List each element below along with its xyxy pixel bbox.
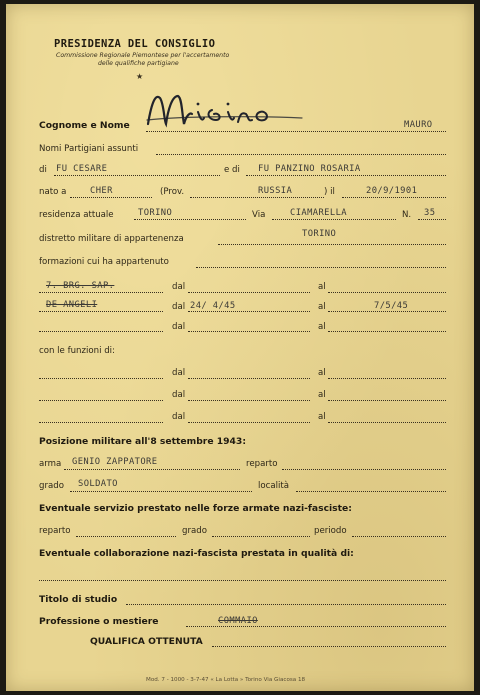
label-funzioni: con le funzioni di: xyxy=(39,346,115,356)
formation1-value: 7. BRG. SAP. xyxy=(46,281,115,291)
surname-handwriting xyxy=(142,90,342,130)
field-line-father xyxy=(54,175,220,176)
label-grado: grado xyxy=(39,481,64,491)
header-subtitle-line2: delle qualifiche partigiane xyxy=(98,60,179,67)
field-line-formation2 xyxy=(39,311,163,312)
birth-date-value: 20/9/1901 xyxy=(366,186,418,196)
label-servizio: Eventuale servizio prestato nelle forze armate nazi-fasciste: xyxy=(39,503,352,514)
label-al-row3: al xyxy=(318,322,326,332)
field-line-province xyxy=(190,197,324,198)
field-line-formation1 xyxy=(39,292,163,293)
label-residenza: residenza attuale xyxy=(39,210,114,220)
label-nomi-partigiani: Nomi Partigiani assunti xyxy=(39,144,139,154)
field-line-servizio-reparto xyxy=(76,536,176,537)
label-n: N. xyxy=(402,210,412,220)
label-formazioni: formazioni cui ha appartenuto xyxy=(39,257,169,267)
label-reparto: reparto xyxy=(246,459,278,469)
field-line-f2-dal xyxy=(188,400,310,401)
field-line-f1-al xyxy=(328,378,446,379)
field-line-funzione1 xyxy=(39,378,163,379)
field-line-al3 xyxy=(328,331,446,332)
profession-value: COMMAIO xyxy=(218,616,258,626)
mother-value: FU PANZINO ROSARIA xyxy=(258,164,361,174)
field-line-f2-al xyxy=(328,400,446,401)
label-distretto: distretto militare di appartenenza xyxy=(39,234,184,244)
label-prov: (Prov. xyxy=(160,187,185,197)
father-value: FU CESARE xyxy=(56,164,108,174)
field-line-dal1 xyxy=(188,292,310,293)
field-line-localita xyxy=(296,491,446,492)
province-value: RUSSIA xyxy=(258,186,293,196)
field-line-f3-al xyxy=(328,422,446,423)
label-dal-row3: dal xyxy=(172,322,186,332)
field-line-dal3 xyxy=(188,331,310,332)
label-posizione-militare: Posizione militare all'8 settembre 1943: xyxy=(39,436,246,447)
first-name-value: MAURO xyxy=(404,120,433,130)
field-line-formation3 xyxy=(39,331,163,332)
label-qualifica: QUALIFICA OTTENUTA xyxy=(90,636,203,647)
field-line-al2 xyxy=(328,311,446,312)
street-number-value: 35 xyxy=(424,208,436,218)
label-al-row2: al xyxy=(318,302,326,312)
label-il: ) il xyxy=(324,187,335,197)
label-arma: arma xyxy=(39,459,62,469)
field-line-dal2 xyxy=(188,311,310,312)
label-al-row1: al xyxy=(318,282,326,292)
field-line-nomi xyxy=(156,154,446,155)
field-line-cognome xyxy=(146,131,446,132)
header-subtitle-line1: Commissione Regionale Piemontese per l'accertamento xyxy=(56,52,230,59)
label-via: Via xyxy=(252,210,266,220)
field-line-professione xyxy=(186,626,446,627)
field-line-qualifica xyxy=(212,646,446,647)
field-line-f3-dal xyxy=(188,422,310,423)
field-line-number xyxy=(418,219,446,220)
field-line-reparto xyxy=(282,469,446,470)
arma-value: GENIO ZAPPATORE xyxy=(72,457,158,467)
field-line-collaborazione xyxy=(39,580,446,581)
field-line-district xyxy=(218,244,446,245)
field-line-servizio-grado xyxy=(212,536,310,537)
birthplace-value: CHER xyxy=(90,186,113,196)
header-title: PRESIDENZA DEL CONSIGLIO xyxy=(54,38,216,50)
label-dal-f2: dal xyxy=(172,390,186,400)
field-line-formazioni xyxy=(196,267,446,268)
street-value: CIAMARELLA xyxy=(290,208,347,218)
field-line-arma xyxy=(64,469,240,470)
field-line-mother xyxy=(246,175,446,176)
label-e-di: e di xyxy=(224,165,240,175)
label-localita: località xyxy=(258,481,290,491)
label-dal-row1: dal xyxy=(172,282,186,292)
grado-value: SOLDATO xyxy=(78,479,118,489)
label-titolo-studio: Titolo di studio xyxy=(39,594,118,605)
label-periodo: periodo xyxy=(314,526,347,536)
star-icon: ★ xyxy=(136,72,144,81)
label-professione: Professione o mestiere xyxy=(39,616,159,627)
field-line-funzione3 xyxy=(39,422,163,423)
residence-value: TORINO xyxy=(138,208,173,218)
label-al-f3: al xyxy=(318,412,326,422)
label-reparto-servizio: reparto xyxy=(39,526,71,536)
label-collaborazione: Eventuale collaborazione nazi-fascista prestata in qualità di: xyxy=(39,548,354,559)
label-al-f1: al xyxy=(318,368,326,378)
label-nato-a: nato a xyxy=(39,187,67,197)
field-line-al1 xyxy=(328,292,446,293)
label-cognome-nome: Cognome e Nome xyxy=(39,120,130,131)
district-value: TORINO xyxy=(302,229,337,239)
document-page xyxy=(6,4,474,691)
label-grado-servizio: grado xyxy=(182,526,207,536)
field-line-periodo xyxy=(352,536,446,537)
field-line-f1-dal xyxy=(188,378,310,379)
field-line-birth-date xyxy=(342,197,446,198)
field-line-funzione2 xyxy=(39,400,163,401)
field-line-birthplace xyxy=(70,197,152,198)
field-line-grado xyxy=(70,491,252,492)
formation2-value: DE ANGELI xyxy=(46,300,98,310)
field-line-residence xyxy=(134,219,246,220)
label-di: di xyxy=(39,165,47,175)
field-line-titolo xyxy=(126,604,446,605)
label-dal-f1: dal xyxy=(172,368,186,378)
formation2-dal-value: 24/ 4/45 xyxy=(190,301,236,311)
label-dal-row2: dal xyxy=(172,302,186,312)
field-line-street xyxy=(272,219,396,220)
formation2-al-value: 7/5/45 xyxy=(374,301,409,311)
label-al-f2: al xyxy=(318,390,326,400)
label-dal-f3: dal xyxy=(172,412,186,422)
printer-footer: Mod. 7 - 1000 - 3-7-47 « La Lotta » Torino Via Giacosa 18 xyxy=(146,677,306,683)
